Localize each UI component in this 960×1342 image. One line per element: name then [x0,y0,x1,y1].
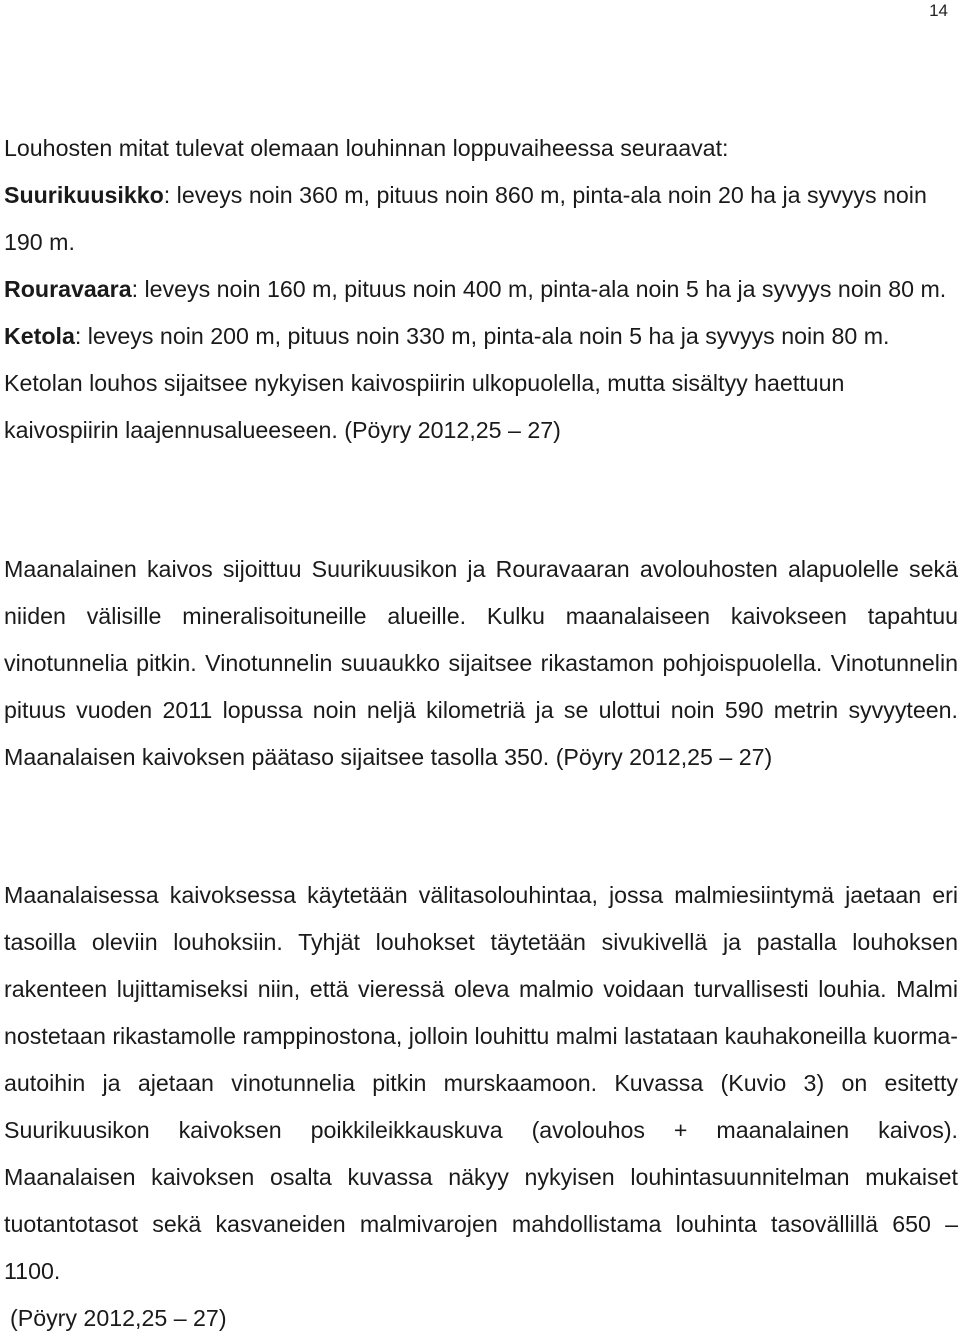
underground-mine-paragraph [4,546,958,781]
citation-text: (Pöyry 2012,25 – 27) [10,1305,227,1331]
pit-suurikuusikko [4,172,958,266]
pit-dimensions: : leveys noin 360 m, pituus noin 860 m, pinta-ala noin 20 ha ja syvyys noin 190 m. [4,182,927,255]
intro-text: Louhosten mitat tulevat olemaan louhinnan loppuvaiheessa seuraavat: [4,135,729,161]
pit-name: Suurikuusikko [4,182,164,208]
body-text: Maanalainen kaivos sijoittuu Suurikuusikon ja Rouravaaran avolouhosten alapuolelle sekä niiden välisille mineralisoituneille alueille. Kulku maanalaiseen kaivokseen tapahtuu vinotunnelia pitkin. Vinotunnelin suuaukko sijaitsee rikastamon pohjoispuolella. Vinotunnelin pituus vuoden 2011 lopussa noin neljä kilometriä ja se ulottui noin 590 metrin syvyyteen. Maanalaisen kaivoksen päätaso sijaitsee tasolla 350. (Pöyry 2012,25 – 27) [4,556,958,770]
pit-name: Rouravaara [4,276,132,302]
pit-rouravaara [4,266,958,313]
mine-dimensions-paragraph [4,125,958,454]
pit-name: Ketola [4,323,75,349]
body-text: Maanalaisessa kaivoksessa käytetään välitasolouhintaa, jossa malmiesiintymä jaetaan eri tasoilla oleviin louhoksiin. Tyhjät louhokset täytetään sivukivellä ja pastalla louhoksen rakenteen lujittamiseksi niin, että vieressä oleva malmio voidaan turvallisesti louhia. Malmi nostetaan rikastamolle ramppinostona, jolloin louhittu malmi lastataan kauhakoneilla kuorma-autoihin ja ajetaan vinotunnelia pitkin murskaamoon. Kuvassa (Kuvio 3) on esitetty Suurikuusikon kaivoksen poikkileikkauskuva (avolouhos + maanalainen kaivos). Maanalaisen kaivoksen osalta kuvassa näkyy nykyisen louhintasuunnitelman mukaiset tuotantotasot sekä kasvaneiden malmivarojen mahdollistama louhinta tasovällillä 650 – 1100. [4,882,958,1284]
citation [4,1295,958,1342]
pit-dimensions: : leveys noin 160 m, pituus noin 400 m, pinta-ala noin 5 ha ja syvyys noin 80 m. [131,276,947,302]
pit-dimensions: : leveys noin 200 m, pituus noin 330 m, pinta-ala noin 5 ha ja syvyys noin 80 m. Ketolan louhos sijaitsee nykyisen kaivospiirin ulkopuolella, mutta sisältyy haettuun kaivospiirin laajennusalueeseen. (Pöyry 2012,25 – 27) [4,323,890,443]
pit-ketola [4,313,958,454]
mining-method-paragraph [4,872,958,1342]
page-number: 14 [929,1,948,20]
